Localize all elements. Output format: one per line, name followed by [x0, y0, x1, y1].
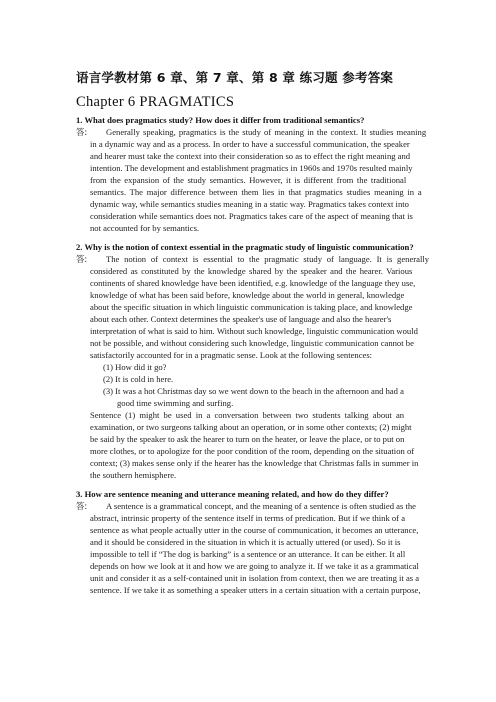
question-3: 3. How are sentence meaning and utterance meaning related, and how do they differ? — [76, 489, 389, 499]
answer-2-line-4: knowledge of what has been said before, knowledge about the world in general, knowledge — [90, 290, 405, 300]
answer-3-line-7: unit and consider it as a self-contained unit in isolation from context, then we are treating it as a — [90, 573, 420, 583]
answer-3-line-6: depends on how we look at it and how we are going to analyze it. If we take it as a grammatical — [90, 561, 419, 571]
answer-label-2: 答: — [76, 254, 88, 264]
answer-1-line-5: from the expansion of the study semantics. However, it is different from the traditional — [90, 175, 407, 185]
answer-2-line-3: continents of shared knowledge have been identified, e.g. knowledge of the language they use, — [90, 278, 416, 288]
answer-3-line-1: A sentence is a grammatical concept, and the meaning of a sentence is often studied as the — [106, 501, 416, 511]
answer-2-line-7: interpretation of what is said to him. Without such knowledge, linguistic communication would — [90, 326, 418, 336]
document-title: 语言学教材第 6 章、第 7 章、第 8 章 练习题 参考答案 — [76, 70, 394, 85]
answer-label-1: 答: — [76, 127, 88, 137]
answer-label-3: 答: — [76, 501, 88, 511]
answer-1-line-9: not accounted for by semantics. — [90, 223, 200, 233]
answer-2-line-1: The notion of context is essential to the pragmatic study of language. It is generally — [106, 254, 430, 264]
example-sentence-1: (1) How did it go? — [103, 362, 167, 372]
answer-2-line-6: about each other. Context determines the speaker's use of language and also the hearer's — [90, 314, 392, 324]
answer-1-line-1: Generally speaking, pragmatics is the study of meaning in the context. It studies meaning — [106, 127, 427, 137]
answer-3-line-4: and it should be considered in the situation in which it is actually uttered (or used). So it is — [90, 537, 401, 547]
example-sentence-3-cont: good time swimming and surfing. — [117, 398, 234, 408]
answer-2-line-15: the southern hemisphere. — [90, 470, 177, 480]
answer-1-line-6: semantics. The major difference between them lies in that pragmatics studies meaning in a — [90, 187, 422, 197]
question-1: 1. What does pragmatics study? How does it differ from traditional semantics? — [76, 115, 365, 125]
answer-1-line-3: and hearer must take the context into their consideration so as to effect the right meaning and — [90, 151, 411, 161]
question-2: 2. Why is the notion of context essential in the pragmatic study of linguistic communication? — [76, 242, 414, 252]
answer-2-line-2: considered as constituted by the knowledge shared by the speaker and the hearer. Various — [90, 266, 413, 276]
answer-2-line-10: Sentence (1) might be used in a conversation between two students talking about an — [90, 410, 405, 420]
answer-2-line-5: about the specific situation in which linguistic communication is taking place, and knowledge — [90, 302, 413, 312]
answer-2-line-12: be said by the speaker to ask the hearer to turn on the heater, or leave the place, or to put on — [90, 434, 405, 444]
answer-2-line-13: more clothes, or to apologize for the poor condition of the room, depending on the situation of — [90, 446, 415, 456]
answer-1-line-4: intention. The development and establishment pragmatics in 1960s and 1970s resulted mainly — [90, 163, 413, 173]
answer-3-line-2: abstract, intrinsic property of the sentence itself in terms of predication. But if we think of a — [90, 513, 406, 523]
answer-2-line-14: context; (3) makes sense only if the hearer has the knowledge that Christmas falls in summer in — [90, 458, 419, 468]
answer-2-line-9: satisfactorily accounted for in a pragmatic sense. Look at the following sentences: — [90, 350, 373, 360]
example-sentence-3: (3) It was a hot Christmas day so we went down to the beach in the afternoon and had a — [103, 386, 404, 396]
answer-3-line-3: sentence as what people actually utter in the course of communication, it becomes an utterance, — [90, 525, 419, 535]
answer-1-line-2: in a dynamic way and as a process. In order to have a successful communication, the speaker — [90, 139, 410, 149]
answer-2-line-8: not be possible, and without considering such knowledge, linguistic communication cannot be — [90, 338, 414, 348]
chapter-heading: Chapter 6 PRAGMATICS — [76, 94, 235, 110]
answer-3-line-8: sentence. If we take it as something a speaker utters in a certain situation with a certain purpose, — [90, 585, 421, 595]
answer-3-line-5: impossible to tell if “The dog is barking” is a sentence or an utterance. It can be either. It all — [90, 549, 406, 559]
answer-1-line-7: dynamic way, while semantics studies meaning in a static way. Pragmatics takes context into — [90, 199, 409, 209]
answer-1-line-8: consideration while semantics does not. Pragmatics takes care of the aspect of meaning that is — [90, 211, 413, 221]
example-sentence-2: (2) It is cold in here. — [103, 374, 174, 384]
answer-2-line-11: examination, or two surgeons talking about an operation, or in some other contexts; (2) might — [90, 422, 412, 432]
